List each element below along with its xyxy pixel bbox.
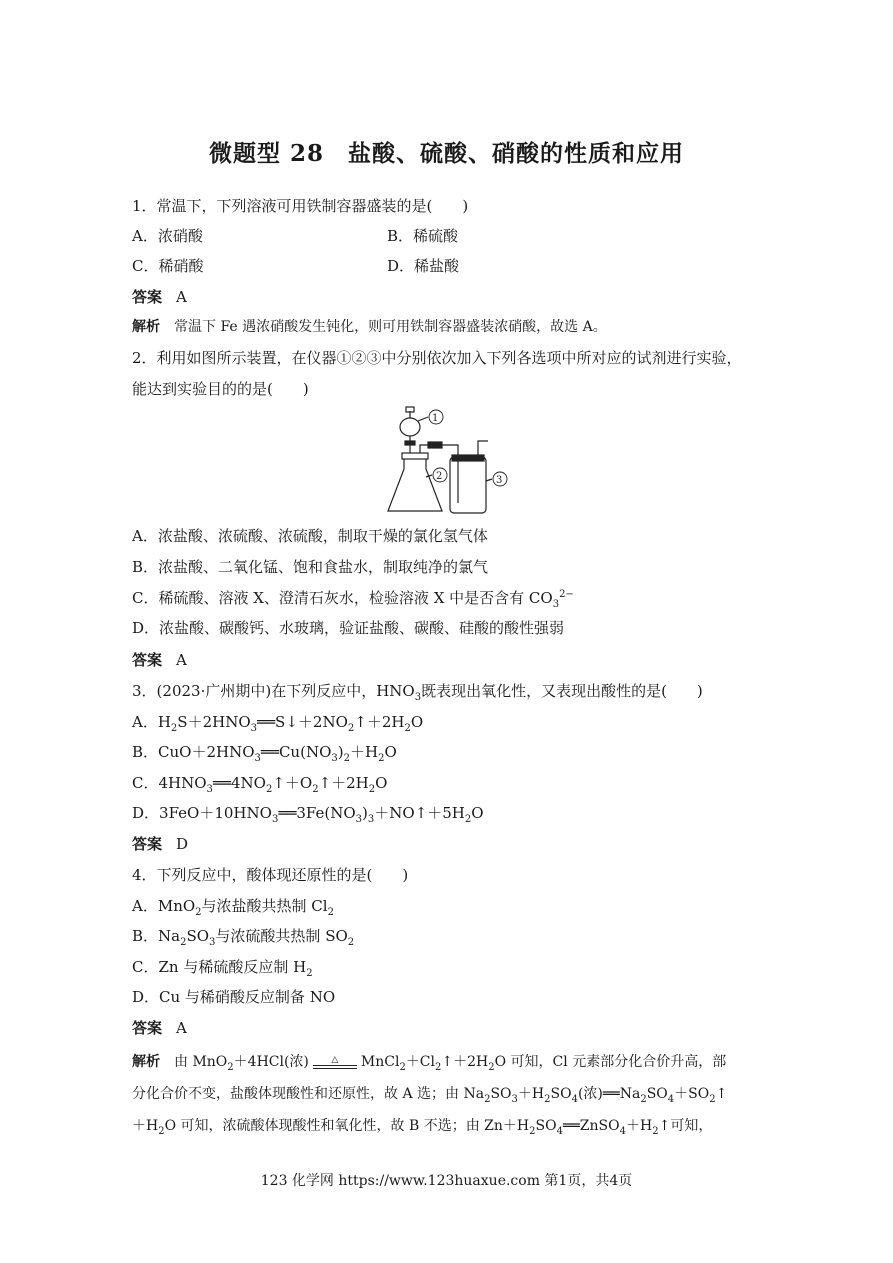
q1-option-b: B．稀硫酸 <box>387 227 459 245</box>
q4-answer <box>132 1018 187 1038</box>
q2-answer <box>132 650 187 670</box>
analysis-label: 解析 <box>132 1054 160 1070</box>
answer-label: 答案 <box>132 1019 163 1037</box>
q4-option-c: C．Zn 与稀硫酸反应制 $H_2$ <box>132 958 313 979</box>
answer-value: A <box>176 1019 187 1037</box>
q3-answer <box>132 834 188 854</box>
q1-option-c: C．稀硝酸 <box>132 257 204 275</box>
answer-value: A <box>176 288 187 306</box>
gas-washing-bottle <box>450 457 486 513</box>
q2-option-b: B．浓盐酸、二氧化锰、饱和食盐水，制取纯净的氯气 <box>132 558 489 576</box>
q2-option-a: A．浓盐酸、浓硫酸、浓硫酸，制取干燥的氯化氢气体 <box>132 527 488 545</box>
q4-stem: 4．下列反应中，酸体现还原性的是( ) <box>132 866 409 884</box>
conical-flask <box>388 455 442 511</box>
answer-value: A <box>176 651 187 669</box>
q1-option-d: D．稀盐酸 <box>387 257 460 275</box>
answer-label: 答案 <box>132 651 163 669</box>
fig-label-1: 1 <box>432 413 439 424</box>
q2-option-d: D．浓盐酸、碳酸钙、水玻璃，验证盐酸、碳酸、硅酸的酸性强弱 <box>132 619 565 637</box>
analysis-label: 解析 <box>132 319 160 335</box>
q4-analysis-line1: 解析 由 MnO$_2$＋4HCl(浓) △ $MnCl_2+Cl_2↑+2H_2O$ 可知，Cl 元素部分化合价升高，部 <box>132 1054 727 1073</box>
q1-option-a: A．浓硝酸 <box>132 227 203 245</box>
heat-condition: △ <box>313 1056 357 1069</box>
fig-label-3: 3 <box>496 475 503 486</box>
q3-option-d: D．$3FeO+10HNO_3══3Fe(NO_3)_3+NO↑+5H_2O$ <box>132 804 484 825</box>
q4-option-a: A．MnO$_2$与浓盐酸共热制 $Cl_2$ <box>132 897 334 918</box>
q4-option-d: D．Cu 与稀硝酸反应制备 NO <box>132 988 336 1006</box>
apparatus-figure <box>380 405 512 517</box>
q2-stem-line1: 2．利用如图所示装置，在仪器①②③中分别依次加入下列各选项中所对应的试剂进行实验， <box>132 349 742 367</box>
q3-option-a: A．$H_2S+2HNO_3══S↓+2NO_2↑+2H_2O$ <box>132 713 424 734</box>
q3-stem: 3．(2023·广州期中)在下列反应中，$HNO_3$既表现出氧化性，又表现出酸性的是( ) <box>132 682 703 703</box>
q3-option-c: C．$4HNO_3══4NO_2↑+O_2↑+2H_2O$ <box>132 774 388 795</box>
analysis-text: 常温下 Fe 遇浓硝酸发生钝化，则可用铁制容器盛装浓硝酸，故选 A。 <box>174 319 607 335</box>
answer-value: D <box>176 835 189 853</box>
page-title: 微题型 28 盐酸、硫酸、硝酸的性质和应用 <box>208 140 684 167</box>
q1-answer <box>132 287 187 307</box>
q4-analysis-line3: $+H_2O$ 可知，浓硫酸体现酸性和氧化性，故 B 不选；由 $Zn+H_2SO_4══ZnSO_4+H_2↑$可知， <box>132 1118 713 1137</box>
q2-option-c: C．稀硫酸、溶液 X、澄清石灰水，检验溶液 X 中是否含有 $CO_3^{2-}$ <box>132 589 574 610</box>
q1-stem: 1．常温下，下列溶液可用铁制容器盛装的是( ) <box>132 197 469 215</box>
fig-label-2: 2 <box>436 471 443 482</box>
q2-stem-line2: 能达到实验目的的是( ) <box>132 380 309 398</box>
q4-option-b: B．$Na_2SO_3$与浓硫酸共热制 $SO_2$ <box>132 927 355 948</box>
answer-label: 答案 <box>132 288 163 306</box>
q3-option-b: B．$CuO+2HNO_3══Cu(NO_3)_2+H_2O$ <box>132 743 397 764</box>
answer-label: 答案 <box>132 835 163 853</box>
separatory-funnel <box>400 418 420 436</box>
q1-analysis <box>132 317 607 337</box>
page-footer: 123 化学网 https://www.123huaxue.com 第1页，共4页 <box>260 1173 633 1189</box>
q4-analysis-line2: 分化合价不变，盐酸体现酸性和还原性，故 A 选；由 $Na_2SO_3+H_2SO_4$(浓)$══Na_2SO_4+SO_2↑$ <box>132 1086 728 1105</box>
